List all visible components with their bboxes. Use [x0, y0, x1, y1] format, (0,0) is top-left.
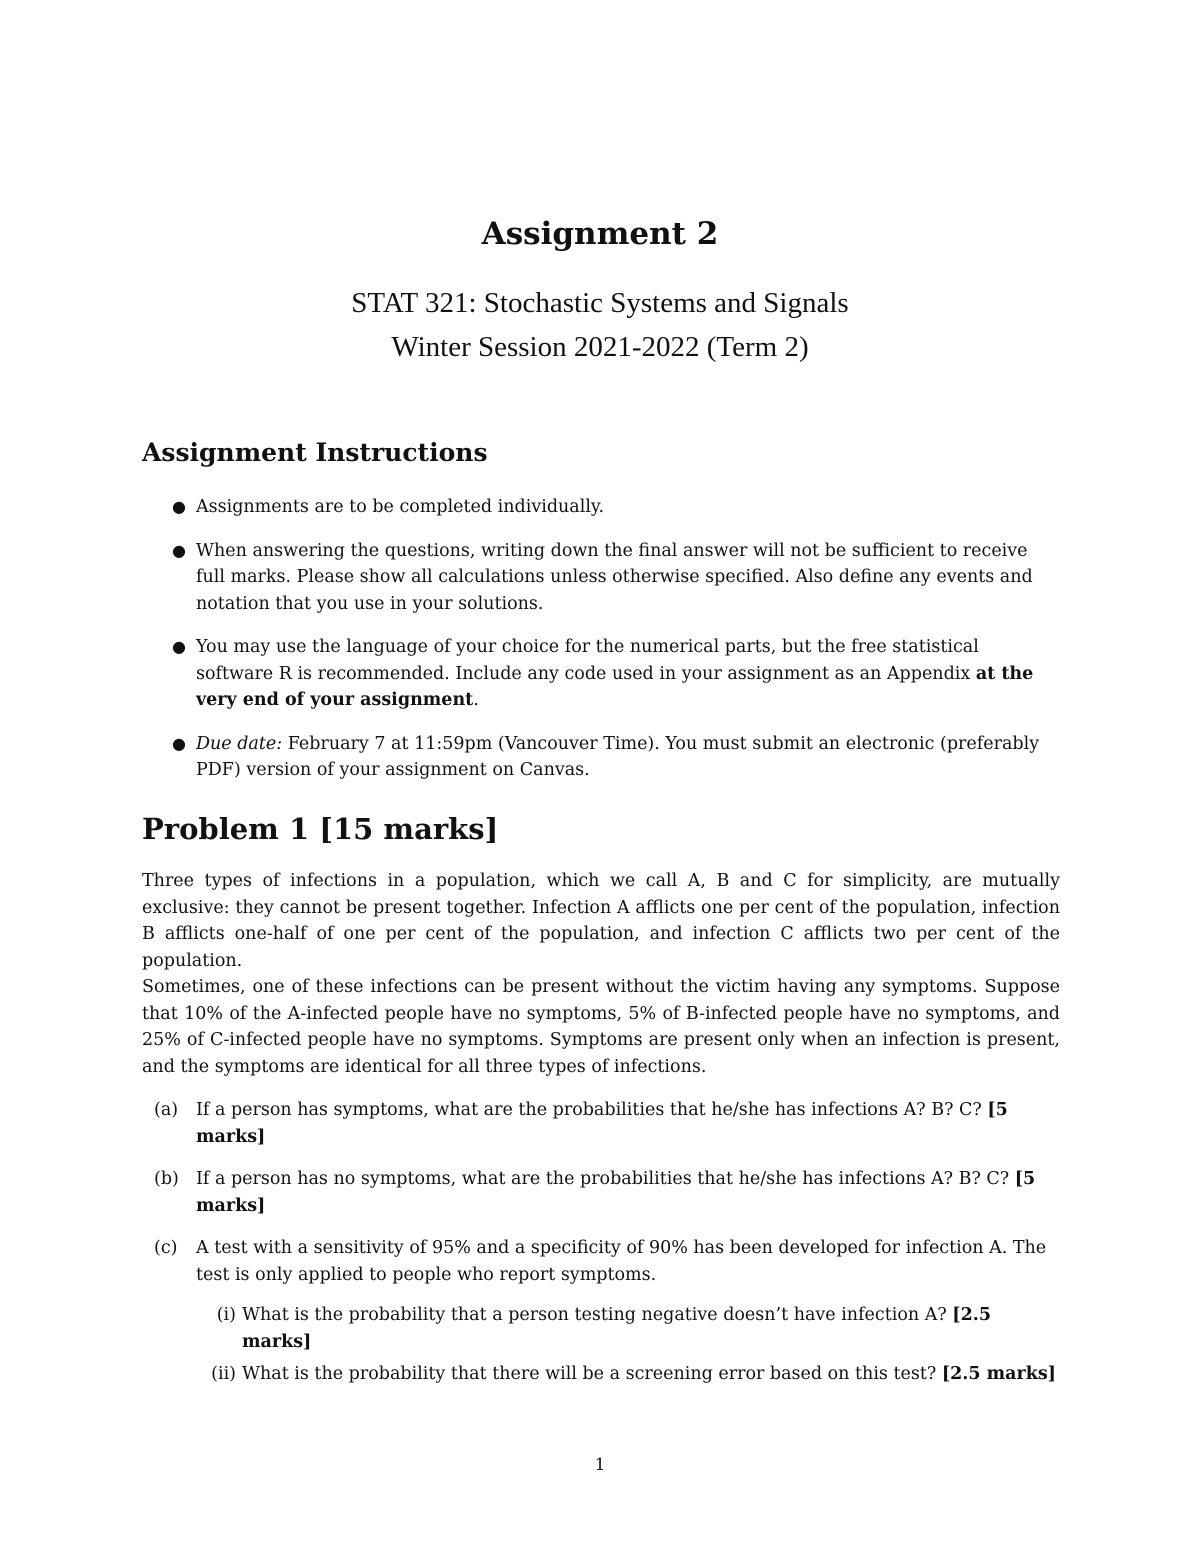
part-b [142, 1166, 1060, 1219]
part-label: (c) [154, 1238, 178, 1258]
bullet-icon: ● [172, 497, 186, 516]
part-marks: [5 marks] [196, 1100, 1008, 1147]
due-date-label: Due date: [196, 733, 283, 754]
subparts [196, 1302, 1060, 1388]
bullet-text: Assignments are to be completed individually. [196, 497, 605, 517]
problem-parts [142, 1097, 1060, 1404]
instructions-list [142, 494, 1060, 801]
part-a [142, 1097, 1060, 1150]
subpart-ii [196, 1361, 1060, 1388]
page-number: 1 [594, 1455, 606, 1475]
part-marks: [5 marks] [196, 1169, 1036, 1216]
bullet-text-end: . [473, 690, 479, 710]
part-label: (a) [154, 1100, 179, 1120]
subpart-text: What is the probability that a person testing negative doesn’t have infection A? [242, 1305, 953, 1325]
bullet-emphasis: at the very end of your assignment [196, 663, 1034, 710]
subpart-marks: [2.5 marks] [242, 1305, 992, 1352]
problem-paragraph: Three types of infections in a population, which we call A, B and C for simplicity, are mutually exclusive: they cannot be present together. Infection A afflicts one per cent of the population, infection B afflicts one-half of one per cent of the population, and infection C afflicts two per cent of the population. [142, 871, 1060, 971]
part-text: If a person has no symptoms, what are the probabilities that he/she has infections A? B? C? [196, 1169, 1015, 1189]
list-item [142, 538, 1060, 618]
bullet-icon: ● [172, 540, 186, 560]
bullet-text: You may use the language of your choice for the numerical parts, but the free statistical software R is recommended. Include any code used in your assignment as an Appendix [196, 637, 979, 684]
document-title: Assignment 2 [481, 216, 719, 252]
subpart-i [196, 1302, 1060, 1355]
bullet-text: When answering the questions, writing down the final answer will not be sufficient to receive full marks. Please show all calculations unless otherwise specified. Also define any events and notation that you use in your solutions. [196, 540, 1033, 614]
part-label: (b) [154, 1169, 179, 1189]
subpart-label: (ii) [211, 1364, 236, 1384]
list-item [142, 634, 1060, 714]
part-text: A test with a sensitivity of 95% and a specificity of 90% has been developed for infection A. The test is only applied to people who report symptoms. [196, 1238, 1047, 1285]
subpart-marks: [2.5 marks] [941, 1364, 1056, 1384]
problem-heading: Problem 1 [15 marks] [142, 812, 499, 846]
list-item [142, 494, 1060, 521]
part-text: If a person has symptoms, what are the probabilities that he/she has infections A? B? C? [196, 1100, 988, 1120]
problem-paragraph: Sometimes, one of these infections can be present without the victim having any symptoms. Suppose that 10% of the A-infected people have no symptoms, 5% of B-infected people have no symptoms, and 25% of C-infected people have no symptoms. Symptoms are present only when an infection is present, and the symptoms are identical for all three types of infections. [142, 977, 1060, 1077]
part-c [142, 1235, 1060, 1388]
subpart-label: (i) [216, 1305, 236, 1325]
due-date-text: February 7 at 11:59pm (Vancouver Time). You must submit an electronic (preferably PDF) version of your assignment on Canvas. [196, 733, 1040, 780]
bullet-icon: ● [172, 733, 186, 753]
instructions-heading: Assignment Instructions [142, 438, 488, 467]
course-name: STAT 321: Stochastic Systems and Signals [351, 287, 849, 319]
session-name: Winter Session 2021-2022 (Term 2) [391, 331, 809, 363]
bullet-icon: ● [172, 637, 186, 656]
subpart-text: What is the probability that there will be a screening error based on this test? [242, 1364, 942, 1384]
list-item [142, 731, 1060, 784]
